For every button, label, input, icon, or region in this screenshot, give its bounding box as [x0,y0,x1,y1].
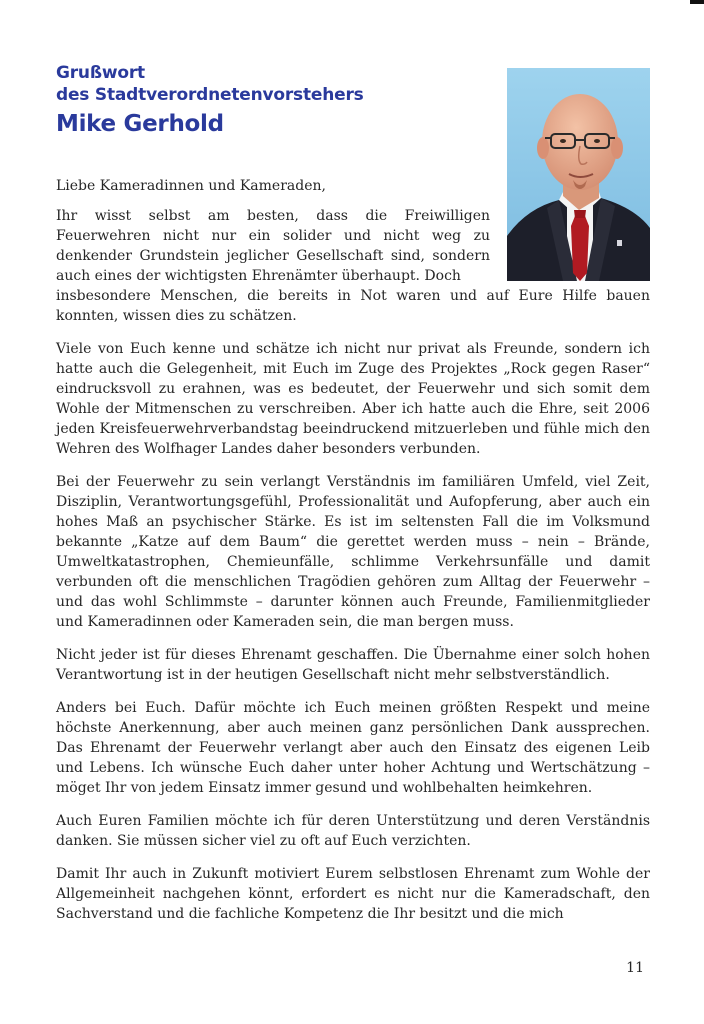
body-text [56,176,650,937]
paragraph-7: Damit Ihr auch in Zukunft motiviert Eurem selbstlosen Ehrenamt zum Wohle der Allgemeinheit nachgehen könnt, erfordert es nicht nur die Kameradschaft, den Sachverstand und die fachliche Kompetenz die Ihr besitzt und die mich [56,866,650,922]
paragraph-1-continued: insbesondere Menschen, die bereits in Not waren und auf Eure Hilfe bauen konnten, wissen dies zu schätzen. [56,288,650,324]
author-name: Mike Gerhold [56,111,224,137]
page-number: 11 [626,960,644,976]
heading-subtitle: des Stadtverordnetenvorstehers [56,85,364,105]
heading-title: Grußwort [56,63,145,83]
greeting-heading [56,62,476,139]
paragraph-6: Auch Euren Familien möchte ich für deren Unterstützung und deren Verständnis danken. Sie müssen sicher viel zu oft auf Euch verzichten. [56,813,650,849]
paragraph-1-wrapped: Ihr wisst selbst am besten, dass die Freiwilligen Feuerwehren nicht nur ein solider und nicht weg zu denkender Grundstein jeglicher Gesellschaft sind, sondern auch eines der wichtigsten Ehrenämter überhaupt. Doch [56,208,490,284]
paragraph-3: Bei der Feuerwehr zu sein verlangt Verständnis im familiären Umfeld, viel Zeit, Disziplin, Verantwortungsgefühl, Professionalität und Aufopferung, aber auch ein hohes Maß an psychischer Stärke. Es ist im seltensten Fall die im Volksmund bekannte „Katze auf dem Baum“ die gerettet werden muss – nein – Brände, Umweltkatastrophen, Chemieunfälle, schlimme Verkehrsunfälle und damit verbunden oft die menschlichen Tragödien gehören zum Alltag der Feuerwehr – und das wohl Schlimmste – darunter können auch Freunde, Familienmitglieder und Kameradinnen oder Kameraden sein, die man bergen muss. [56,474,650,630]
paragraph-5: Anders bei Euch. Dafür möchte ich Euch meinen größten Respekt und meine höchste Anerkennung, aber auch meinen ganz persönlichen Dank aussprechen. Das Ehrenamt der Feuerwehr verlangt aber auch den Einsatz des eigenen Leib und Lebens. Ich wünsche Euch daher unter hoher Achtung und Wertschätzung – möget Ihr von jedem Einsatz immer gesund und wohlbehalten heimkehren. [56,700,650,796]
paragraph-2: Viele von Euch kenne und schätze ich nicht nur privat als Freunde, sondern ich hatte auch die Gelegenheit, mit Euch im Zuge des Projektes „Rock gegen Raser“ eindrucksvoll zu erahnen, was es bedeutet, der Feuerwehr und sich somit dem Wohle der Mitmenschen zu verschreiben. Aber ich hatte auch die Ehre, seit 2006 jeden Kreisfeuerwehrverbandstag beeindruckend mitzuerleben und fühle mich den Wehren des Wolfhager Landes daher besonders verbunden. [56,341,650,457]
scan-corner-mark [690,0,704,4]
paragraph-4: Nicht jeder ist für dieses Ehrenamt geschaffen. Die Übernahme einer solch hohen Verantwortung ist in der heutigen Gesellschaft nicht mehr selbstverständlich. [56,647,650,683]
salutation: Liebe Kameradinnen und Kameraden, [56,178,326,194]
